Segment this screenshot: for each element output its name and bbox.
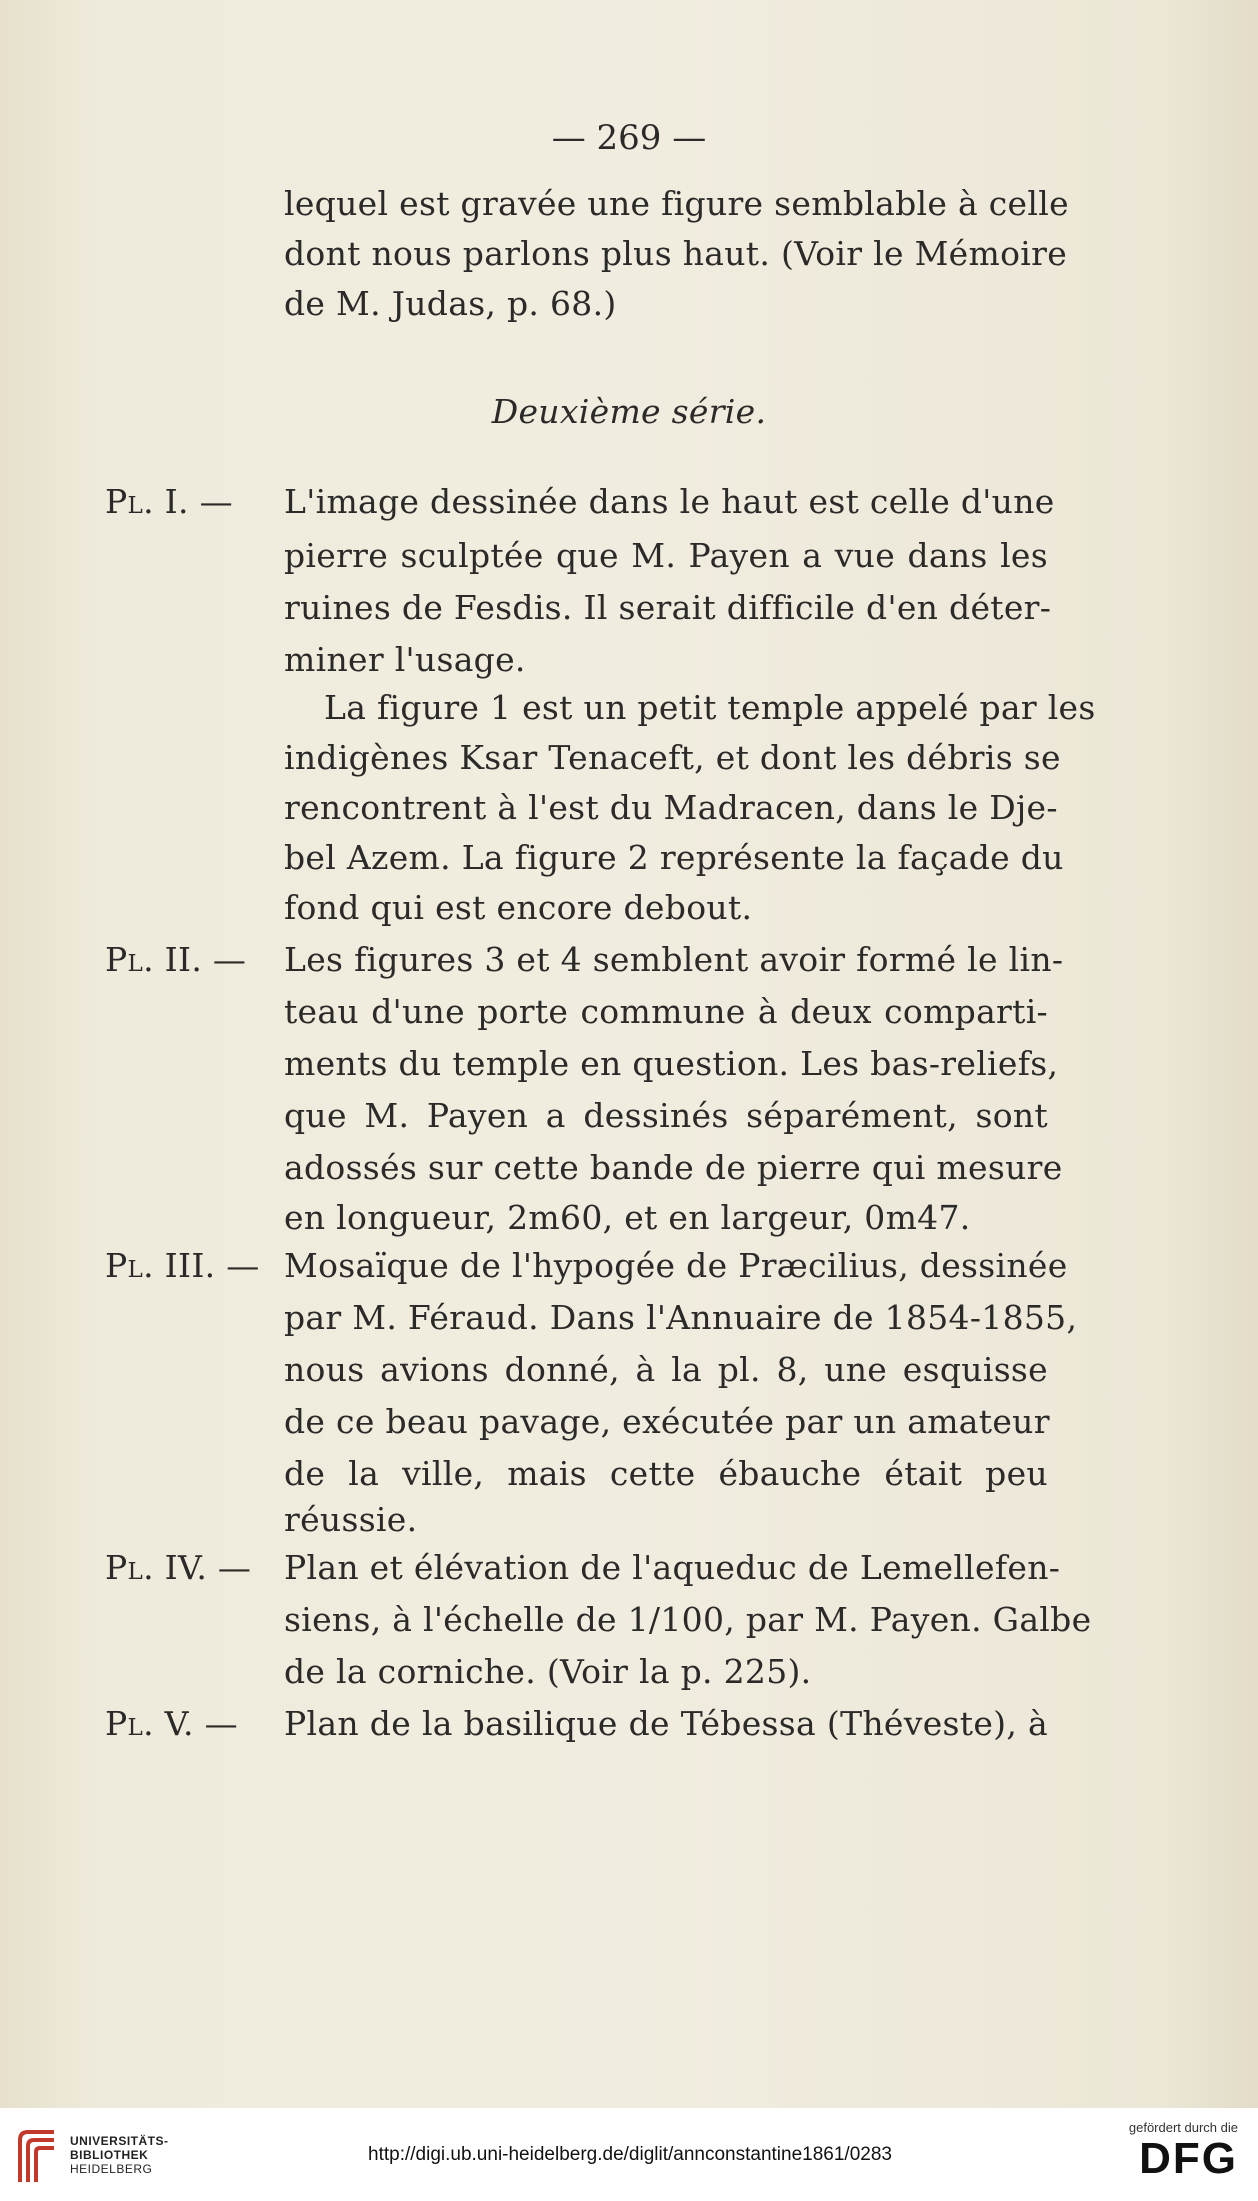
plate-3-line-1: Mosaïque de l'hypogée de Præcilius, dessinée — [284, 1246, 1068, 1285]
plate-3-line-4: de ce beau pavage, exécutée par un amateur — [284, 1402, 1050, 1441]
plate-1-p2-line-1: La figure 1 est un petit temple appelé par les — [324, 688, 1096, 727]
library-name-line-2: BIBLIOTHEK — [70, 2148, 149, 2162]
plate-4-line-2: siens, à l'échelle de 1/100, par M. Payen. Galbe — [284, 1600, 1092, 1639]
plate-2-line-3: ments du temple en question. Les bas-reliefs, — [284, 1044, 1059, 1083]
plate-1-line-2: pierre sculptée que M. Payen a vue dans les — [284, 536, 1048, 575]
plate-1-p2-line-3: rencontrent à l'est du Madracen, dans le Dje- — [284, 788, 1058, 827]
plate-3-line-3: nous avions donné, à la pl. 8, une esquisse — [284, 1350, 1048, 1389]
plate-1-line-3: ruines de Fesdis. Il serait difficile d'en déter- — [284, 588, 1052, 627]
section-title: Deuxième série. — [491, 392, 767, 431]
intro-line-1: lequel est gravée une figure semblable à celle — [284, 184, 1069, 223]
library-name — [70, 2134, 169, 2176]
sponsor-note: gefördert durch die — [1128, 2120, 1238, 2135]
plate-2-line-1: Les figures 3 et 4 semblent avoir formé le lin- — [284, 940, 1064, 979]
digitization-footer — [0, 2108, 1258, 2201]
plate-1-p2-line-2: indigènes Ksar Tenaceft, et dont les débris se — [284, 738, 1061, 777]
plate-3-line-2: par M. Féraud. Dans l'Annuaire de 1854-1855, — [284, 1298, 1078, 1337]
permalink-url[interactable]: http://digi.ub.uni-heidelberg.de/diglit/annconstantine1861/0283 — [368, 2144, 892, 2165]
plate-marker-3: Pl. III. — — [105, 1246, 260, 1285]
intro-line-3: de M. Judas, p. 68.) — [284, 284, 617, 323]
plate-2-line-5: adossés sur cette bande de pierre qui mesure — [284, 1148, 1063, 1187]
dfg-logo: DFG — [1139, 2134, 1238, 2183]
plate-4-line-1: Plan et élévation de l'aqueduc de Lemellefen- — [284, 1548, 1061, 1587]
page-number: — 269 — — [551, 118, 707, 158]
plate-5-line-1: Plan de la basilique de Tébessa (Théveste), à — [284, 1704, 1048, 1743]
plate-1-p2-line-5: fond qui est encore debout. — [284, 888, 753, 927]
plate-1-line-4: miner l'usage. — [284, 640, 526, 679]
plate-3-line-5: de la ville, mais cette ébauche était peu — [284, 1454, 1048, 1493]
plate-1-p2-line-4: bel Azem. La figure 2 représente la façade du — [284, 838, 1064, 877]
plate-1-line-1: L'image dessinée dans le haut est celle d'une — [284, 482, 1055, 521]
plate-marker-2: Pl. II. — — [105, 940, 247, 979]
library-logo-icon — [14, 2126, 60, 2186]
plate-marker-5: Pl. V. — — [105, 1704, 238, 1743]
plate-2-line-4: que M. Payen a dessinés séparément, sont — [284, 1096, 1048, 1135]
library-name-line-1: UNIVERSITÄTS- — [70, 2134, 169, 2148]
plate-2-line-2: teau d'une porte commune à deux comparti- — [284, 992, 1048, 1031]
plate-2-line-6: en longueur, 2m60, et en largeur, 0m47. — [284, 1198, 971, 1237]
plate-marker-4: Pl. IV. — — [105, 1548, 252, 1587]
plate-4-line-3: de la corniche. (Voir la p. 225). — [284, 1652, 812, 1691]
sponsor-block — [1129, 2120, 1238, 2183]
intro-line-2: dont nous parlons plus haut. (Voir le Mémoire — [284, 234, 1068, 273]
plate-marker-1: Pl. I. — — [105, 482, 233, 521]
plate-3-line-6: réussie. — [284, 1500, 418, 1539]
library-name-line-3: HEIDELBERG — [70, 2162, 153, 2176]
